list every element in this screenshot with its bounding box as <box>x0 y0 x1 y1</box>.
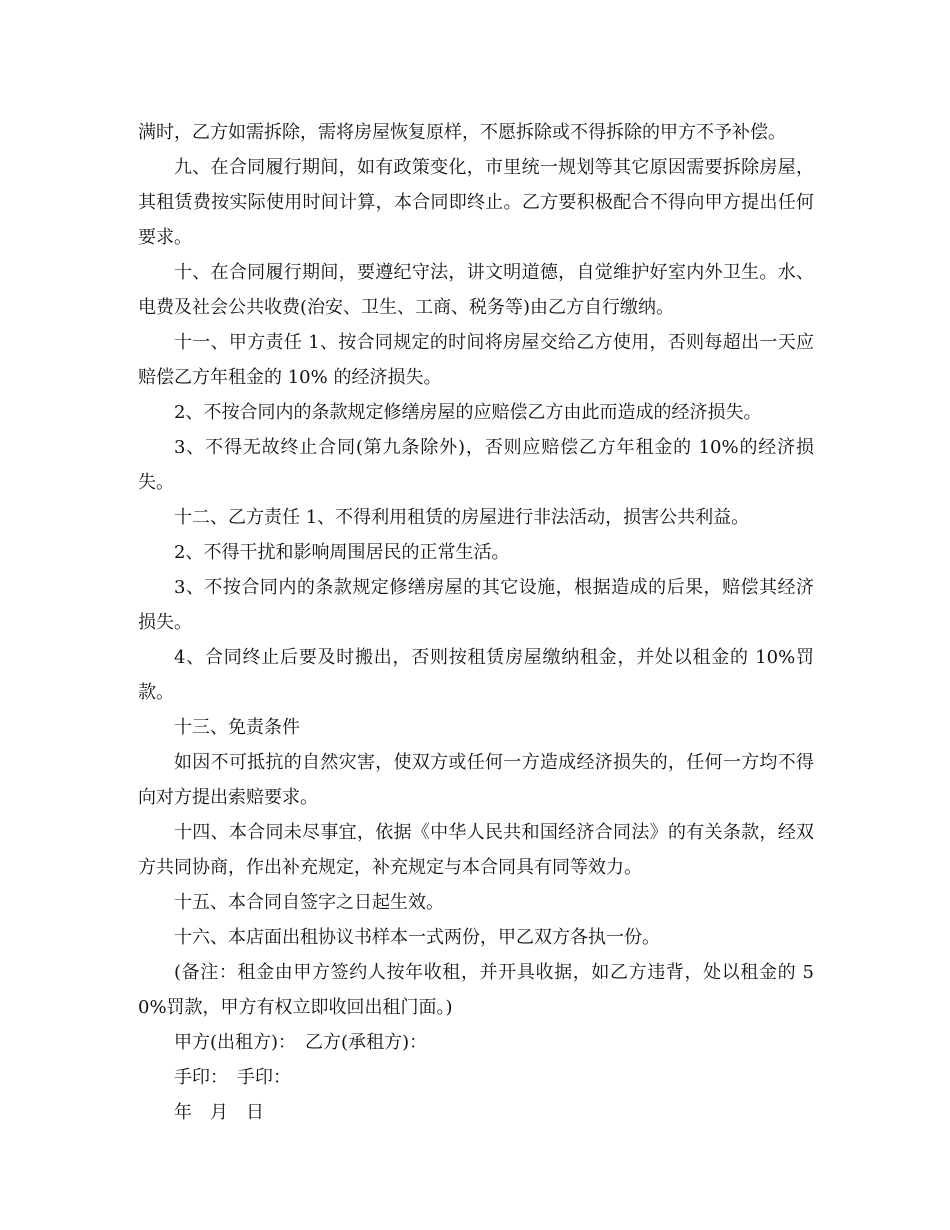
clause-12-item-1: 十二、乙方责任 1、不得利用租赁的房屋进行非法活动，损害公共利益。 <box>174 507 750 528</box>
clause-14: 十四、本合同未尽事宜，依据《中华人民共和国经济合同法》的有关条款，经双方共同协商，作出补充规定，补充规定与本合同具有同等效力。 <box>138 822 814 878</box>
clause-11-item-3: 3、不得无故终止合同(第九条除外)，否则应赔偿乙方年租金的 10%的经济损失。 <box>138 437 814 493</box>
clause-10: 十、在合同履行期间，要遵纪守法，讲文明道德，自觉维护好室内外卫生。水、电费及社会公共收费(治安、卫生、工商、税务等)由乙方自行缴纳。 <box>138 262 814 318</box>
signature-date: 年 月 日 <box>174 1102 264 1123</box>
clause-11-item-2: 2、不按合同内的条款规定修缮房屋的应赔偿乙方由此而造成的经济损失。 <box>174 402 762 423</box>
signature-fingerprints: 手印： 手印： <box>174 1067 291 1088</box>
clause-11-item-1: 十一、甲方责任 1、按合同规定的时间将房屋交给乙方使用，否则每超出一天应赔偿乙方年租金的 10% 的经济损失。 <box>138 332 814 388</box>
signature-parties: 甲方(出租方)： 乙方(承租方)： <box>174 1032 428 1053</box>
clause-13-heading: 十三、免责条件 <box>174 717 300 738</box>
clause-15: 十五、本合同自签字之日起生效。 <box>174 892 444 913</box>
paragraph-continuation: 满时，乙方如需拆除，需将房屋恢复原样，不愿拆除或不得拆除的甲方不予补偿。 <box>138 122 786 143</box>
clause-12-item-2: 2、不得干扰和影响周围居民的正常生活。 <box>174 542 510 563</box>
clause-12-item-3: 3、不按合同内的条款规定修缮房屋的其它设施，根据造成的后果，赔偿其经济损失。 <box>138 577 814 633</box>
remark-note: (备注：租金由甲方签约人按年收租，并开具收据，如乙方违背，处以租金的 50%罚款，甲方有权立即收回出租门面。) <box>138 962 814 1018</box>
clause-13-body: 如因不可抵抗的自然灾害，使双方或任何一方造成经济损失的，任何一方均不得向对方提出索赔要求。 <box>138 752 814 808</box>
clause-12-item-4: 4、合同终止后要及时搬出，否则按租赁房屋缴纳租金，并处以租金的 10%罚款。 <box>138 647 814 703</box>
clause-9: 九、在合同履行期间，如有政策变化，市里统一规划等其它原因需要拆除房屋，其租赁费按实际使用时间计算，本合同即终止。乙方要积极配合不得向甲方提出任何要求。 <box>138 157 814 248</box>
clause-16: 十六、本店面出租协议书样本一式两份，甲乙双方各执一份。 <box>174 927 660 948</box>
document-body <box>138 115 814 1130</box>
